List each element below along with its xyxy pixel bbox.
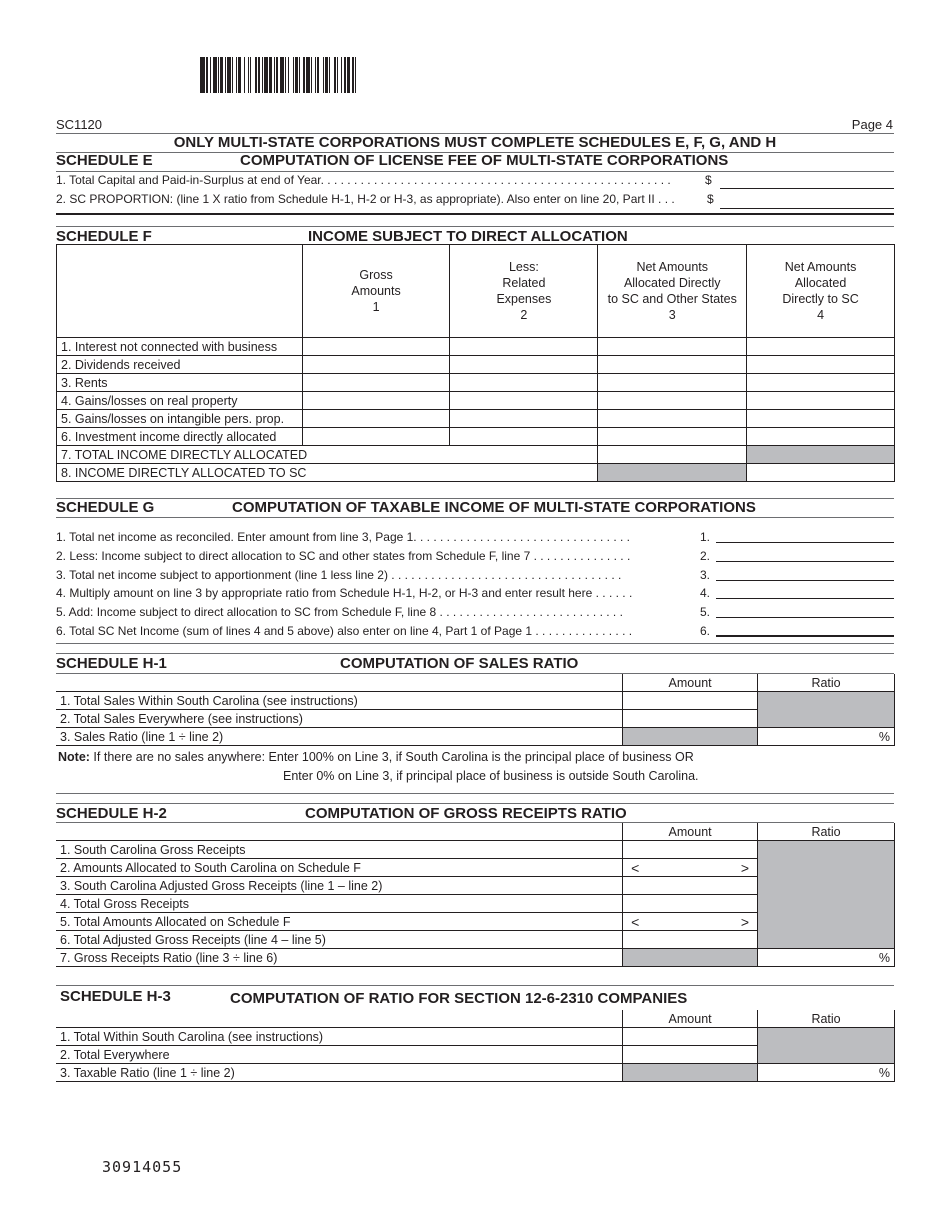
schedule-g-line-6-input[interactable] [716, 635, 894, 637]
cell-input[interactable] [747, 464, 895, 482]
divider [56, 803, 894, 804]
shaded-cell [598, 464, 747, 482]
divider [56, 517, 894, 518]
amount-input[interactable] [623, 710, 758, 728]
divider [56, 226, 894, 227]
table-row [57, 410, 895, 428]
header-blank [56, 1010, 623, 1028]
col-header-net-allocated: Net Amounts Allocated Directly to SC and Other States 3 [598, 245, 747, 338]
schedule-g-line-6-label: 6. Total SC Net Income (sum of lines 4 and 5 above) also enter on line 4, Part 1 of Page 1 . . . . . . . . . . . . . . . [56, 624, 633, 638]
cell-input[interactable] [302, 410, 450, 428]
divider [56, 793, 894, 794]
col-header-ratio: Ratio [758, 1010, 895, 1028]
form-id: SC1120 [56, 117, 103, 132]
col-header-gross: Gross Amounts 1 [302, 245, 450, 338]
cell-input[interactable] [450, 338, 598, 356]
cell-input[interactable] [450, 410, 598, 428]
schedule-e-line-2-label: 2. SC PROPORTION: (line 1 X ratio from Schedule H-1, H-2 or H-3, as appropriate). Also enter on line 20, Part II . . . [56, 192, 675, 206]
table-header-row [57, 245, 895, 338]
row-label: 5. Gains/losses on intangible pers. prop. [57, 410, 303, 428]
ratio-input[interactable]: % [758, 949, 895, 967]
schedule-h3-title: COMPUTATION OF RATIO FOR SECTION 12-6-2310 COMPANIES [230, 990, 688, 1007]
row-label: 7. Gross Receipts Ratio (line 3 ÷ line 6) [56, 949, 623, 967]
schedule-h1-title: COMPUTATION OF SALES RATIO [340, 655, 579, 672]
table-row [56, 692, 895, 710]
cell-input[interactable] [747, 374, 895, 392]
schedule-h2-label: SCHEDULE H-2 [56, 805, 167, 822]
cell-input[interactable] [598, 338, 747, 356]
col-header-amount: Amount [623, 674, 758, 692]
cell-input[interactable] [302, 356, 450, 374]
col-header-expenses: Less: Related Expenses 2 [450, 245, 598, 338]
divider [56, 213, 894, 215]
cell-input[interactable] [598, 428, 747, 446]
cell-input[interactable] [598, 356, 747, 374]
shaded-cell [623, 1064, 758, 1082]
line-number: 1. [700, 530, 711, 544]
amount-input[interactable]: < > [623, 913, 758, 931]
cell-input[interactable] [747, 392, 895, 410]
row-label: 2. Dividends received [57, 356, 303, 374]
table-header-row [56, 674, 895, 692]
divider [56, 985, 894, 986]
dollar-sign: $ [707, 192, 714, 206]
col-header-amount: Amount [623, 823, 758, 841]
row-label: 2. Amounts Allocated to South Carolina on Schedule F [56, 859, 623, 877]
row-label: 4. Total Gross Receipts [56, 895, 623, 913]
shaded-cell [623, 728, 758, 746]
amount-input[interactable] [623, 1028, 758, 1046]
schedule-e-line-2-input[interactable] [720, 208, 894, 209]
table-row [56, 728, 895, 746]
schedule-f-title: INCOME SUBJECT TO DIRECT ALLOCATION [308, 228, 628, 245]
cell-input[interactable] [302, 428, 450, 446]
schedule-g-line-5-input[interactable] [716, 617, 894, 618]
row-label: 3. Sales Ratio (line 1 ÷ line 2) [56, 728, 623, 746]
barcode [200, 57, 470, 93]
row-label: 4. Gains/losses on real property [57, 392, 303, 410]
cell-input[interactable] [598, 374, 747, 392]
schedule-f-label: SCHEDULE F [56, 228, 152, 245]
header-blank [56, 823, 623, 841]
schedule-g-line-1-input[interactable] [716, 542, 894, 543]
schedule-g-line-5-label: 5. Add: Income subject to direct allocation to SC from Schedule F, line 8 . . . . . . . . . . . . . . . . . . . . . . . . . . . . [56, 605, 623, 619]
schedule-g-line-1-label: 1. Total net income as reconciled. Enter amount from line 3, Page 1. . . . . . . . . . . . . . . . . . . . . . . . . . . . . . . . . [56, 530, 631, 544]
table-row [57, 338, 895, 356]
line-number: 5. [700, 605, 711, 619]
cell-input[interactable] [302, 374, 450, 392]
table-row-total [57, 464, 895, 482]
row-label: 3. South Carolina Adjusted Gross Receipts (line 1 – line 2) [56, 877, 623, 895]
schedule-h2-table [56, 823, 895, 967]
schedule-h1-note: Note: If there are no sales anywhere: Enter 100% on Line 3, if South Carolina is the principal place of business OR [58, 750, 694, 764]
cell-input[interactable] [598, 392, 747, 410]
row-label: 3. Taxable Ratio (line 1 ÷ line 2) [56, 1064, 623, 1082]
schedule-g-line-4-input[interactable] [716, 598, 894, 599]
amount-input[interactable] [623, 931, 758, 949]
divider [56, 643, 894, 644]
schedule-h1-table [56, 674, 895, 746]
row-label: 1. South Carolina Gross Receipts [56, 841, 623, 859]
schedule-e-label: SCHEDULE E [56, 152, 153, 169]
schedule-g-line-4-label: 4. Multiply amount on line 3 by appropriate ratio from Schedule H-1, H-2, or H-3 and enter result here . . . . . . [56, 586, 633, 600]
schedule-f-table [56, 244, 895, 482]
line-number: 6. [700, 624, 711, 638]
ratio-input[interactable]: % [758, 1064, 895, 1082]
table-row [56, 949, 895, 967]
table-row [56, 1064, 895, 1082]
cell-input[interactable] [747, 338, 895, 356]
schedule-h1-label: SCHEDULE H-1 [56, 655, 167, 672]
cell-input[interactable] [450, 428, 598, 446]
schedule-h2-title: COMPUTATION OF GROSS RECEIPTS RATIO [305, 805, 627, 822]
table-row [57, 428, 895, 446]
schedule-g-title: COMPUTATION OF TAXABLE INCOME OF MULTI-STATE CORPORATIONS [232, 499, 756, 516]
col-header-ratio: Ratio [758, 674, 895, 692]
table-row [56, 841, 895, 859]
col-header-ratio: Ratio [758, 823, 895, 841]
table-row [56, 1028, 895, 1046]
row-label: 6. Investment income directly allocated [57, 428, 303, 446]
schedule-e-line-1-input[interactable] [720, 188, 894, 189]
schedule-e-title: COMPUTATION OF LICENSE FEE OF MULTI-STATE CORPORATIONS [240, 152, 729, 169]
row-label: 1. Interest not connected with business [57, 338, 303, 356]
cell-input[interactable] [598, 446, 747, 464]
line-number: 2. [700, 549, 711, 563]
header-blank [57, 245, 303, 338]
row-label: 1. Total Within South Carolina (see instructions) [56, 1028, 623, 1046]
row-label: 3. Rents [57, 374, 303, 392]
table-header-row [56, 823, 895, 841]
shaded-cell [758, 692, 895, 728]
row-label: 6. Total Adjusted Gross Receipts (line 4 – line 5) [56, 931, 623, 949]
cell-input[interactable] [747, 356, 895, 374]
cell-input[interactable] [450, 392, 598, 410]
schedule-g-line-3-label: 3. Total net income subject to apportionment (line 1 less line 2) . . . . . . . . . . . . . . . . . . . . . . . . . . . . . . . . . . . [56, 568, 622, 582]
table-row [57, 392, 895, 410]
row-label: 2. Total Sales Everywhere (see instructions) [56, 710, 623, 728]
divider [56, 653, 894, 654]
cell-input[interactable] [450, 356, 598, 374]
cell-input[interactable] [747, 410, 895, 428]
amount-input[interactable] [623, 692, 758, 710]
schedule-e-line-1-label: 1. Total Capital and Paid-in-Surplus at end of Year. . . . . . . . . . . . . . . . . . . . . . . . . . . . . . . . . . . . . . . . . . . . . . . . . . . . . [56, 173, 671, 187]
amount-input[interactable]: < > [623, 859, 758, 877]
col-header-amount: Amount [623, 1010, 758, 1028]
dollar-sign: $ [705, 173, 712, 187]
schedule-h1-note-2: Enter 0% on Line 3, if principal place of business is outside South Carolina. [283, 769, 699, 783]
row-label: 7. TOTAL INCOME DIRECTLY ALLOCATED [57, 446, 598, 464]
line-number: 4. [700, 586, 711, 600]
cell-input[interactable] [598, 410, 747, 428]
row-label: 2. Total Everywhere [56, 1046, 623, 1064]
row-label: 8. INCOME DIRECTLY ALLOCATED TO SC [57, 464, 598, 482]
page-number: Page 4 [851, 117, 893, 132]
schedule-h3-table [56, 1010, 895, 1082]
divider [56, 171, 894, 172]
amount-input[interactable] [623, 1046, 758, 1064]
amount-input[interactable] [623, 841, 758, 859]
ratio-input[interactable]: % [758, 728, 895, 746]
table-row [57, 356, 895, 374]
cell-input[interactable] [302, 338, 450, 356]
schedule-g-label: SCHEDULE G [56, 499, 155, 516]
shaded-cell [623, 949, 758, 967]
schedule-g-line-2-label: 2. Less: Income subject to direct allocation to SC and other states from Schedule F, line 7 . . . . . . . . . . . . . . . [56, 549, 631, 563]
col-header-net-sc: Net Amounts Allocated Directly to SC 4 [747, 245, 895, 338]
cell-input[interactable] [302, 392, 450, 410]
main-title: ONLY MULTI-STATE CORPORATIONS MUST COMPLETE SCHEDULES E, F, G, AND H [173, 134, 777, 151]
amount-input[interactable] [623, 895, 758, 913]
schedule-g-line-3-input[interactable] [716, 580, 894, 581]
shaded-cell [758, 841, 895, 949]
table-row [57, 374, 895, 392]
form-code: 30914055 [102, 1158, 183, 1176]
schedule-g-line-2-input[interactable] [716, 561, 894, 562]
table-row-total [57, 446, 895, 464]
cell-input[interactable] [747, 428, 895, 446]
line-number: 3. [700, 568, 711, 582]
cell-input[interactable] [450, 374, 598, 392]
table-header-row [56, 1010, 895, 1028]
row-label: 1. Total Sales Within South Carolina (see instructions) [56, 692, 623, 710]
schedule-h3-label: SCHEDULE H-3 [60, 988, 171, 1005]
shaded-cell [758, 1028, 895, 1064]
shaded-cell [747, 446, 895, 464]
amount-input[interactable] [623, 877, 758, 895]
row-label: 5. Total Amounts Allocated on Schedule F [56, 913, 623, 931]
header-blank [56, 674, 623, 692]
